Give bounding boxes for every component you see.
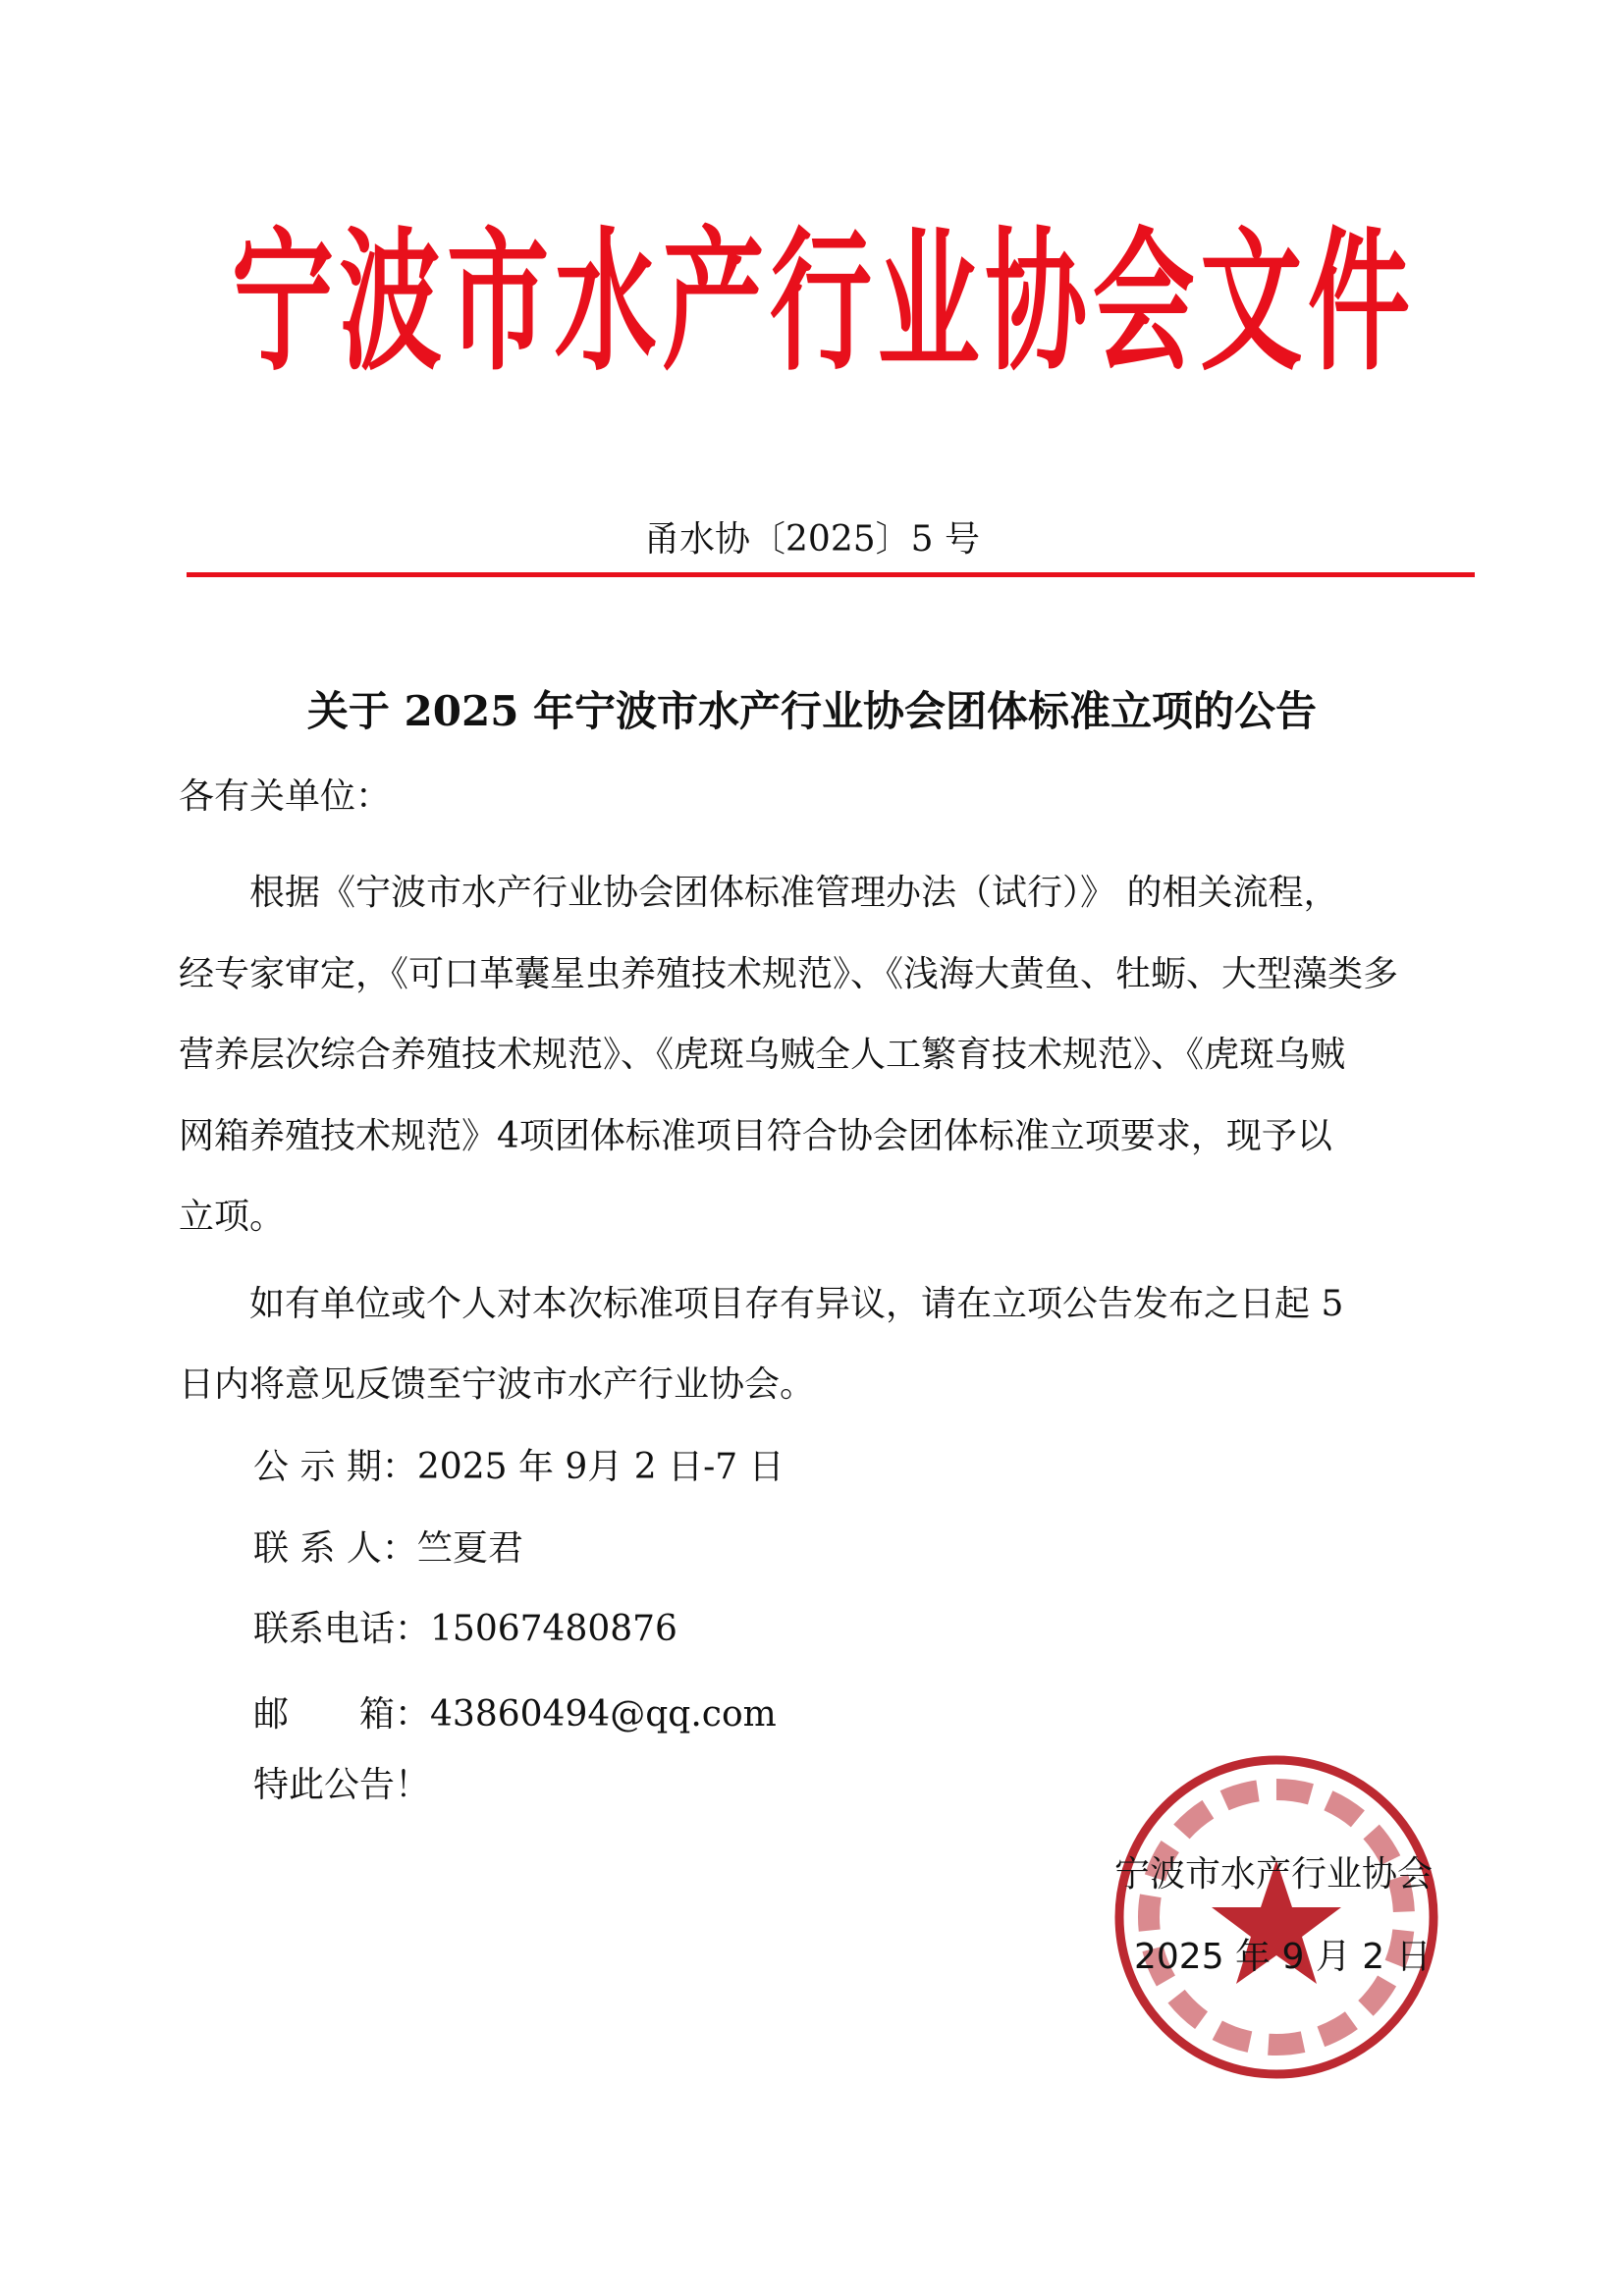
signature-date: 2025 年 9 月 2 日 (1134, 1937, 1432, 1977)
masthead-char: 协 (985, 211, 1088, 392)
info-value: 15067480876 (430, 1609, 677, 1649)
info-label: 联系电话： (253, 1609, 431, 1649)
body-line: 立项。 (179, 1197, 286, 1237)
masthead-char: 会 (1092, 211, 1195, 392)
document-number: 甬水协〔2025〕5 号 (644, 519, 980, 560)
info-value: 43860494@qq.com (430, 1694, 777, 1735)
body-line: 如有单位或个人对本次标准项目存有异议，请在立项公告发布之日起 5 (179, 1284, 1344, 1324)
masthead-char: 宁 (232, 211, 335, 392)
masthead-char: 产 (662, 211, 765, 392)
document-title: 关于 2025 年宁波市水产行业协会团体标准立项的公告 (306, 687, 1318, 735)
info-value: 2025 年 9月 2 日-7 日 (416, 1447, 785, 1487)
closing: 特此公告！ (253, 1765, 431, 1805)
info-period (253, 1446, 785, 1488)
salutation: 各有关单位： (179, 776, 392, 817)
info-label: 公 示 期： (253, 1447, 417, 1487)
info-label: 邮 箱： (253, 1694, 431, 1735)
info-phone (253, 1608, 677, 1650)
info-contact (253, 1527, 523, 1570)
masthead-char: 水 (554, 211, 657, 392)
red-divider (187, 572, 1475, 577)
masthead-char: 市 (447, 211, 550, 392)
body-line: 网箱养殖技术规范》4项团体标准项目符合协会团体标准立项要求，现予以 (179, 1116, 1332, 1156)
signature-organization: 宁波市水产行业协会 (1114, 1854, 1434, 1895)
masthead-char: 波 (339, 211, 442, 392)
masthead-char: 行 (769, 211, 872, 392)
info-value: 竺夏君 (416, 1528, 523, 1569)
body-line: 日内将意见反馈至宁波市水产行业协会。 (179, 1364, 816, 1405)
masthead-char: 业 (877, 211, 980, 392)
info-email (253, 1693, 777, 1735)
official-seal-icon (1110, 1750, 1443, 2084)
document-masthead (232, 204, 1410, 400)
masthead-char: 文 (1200, 211, 1303, 392)
info-label: 联 系 人： (253, 1528, 417, 1569)
masthead-char: 件 (1307, 211, 1410, 392)
body-line: 经专家审定，《可口革囊星虫养殖技术规范》、《浅海大黄鱼、牡蛎、大型藻类多 (179, 954, 1399, 994)
body-line: 营养层次综合养殖技术规范》、《虎斑乌贼全人工繁育技术规范》、《虎斑乌贼 (179, 1035, 1346, 1075)
body-line: 根据《宁波市水产行业协会团体标准管理办法（试行）》 的相关流程， (179, 873, 1339, 913)
